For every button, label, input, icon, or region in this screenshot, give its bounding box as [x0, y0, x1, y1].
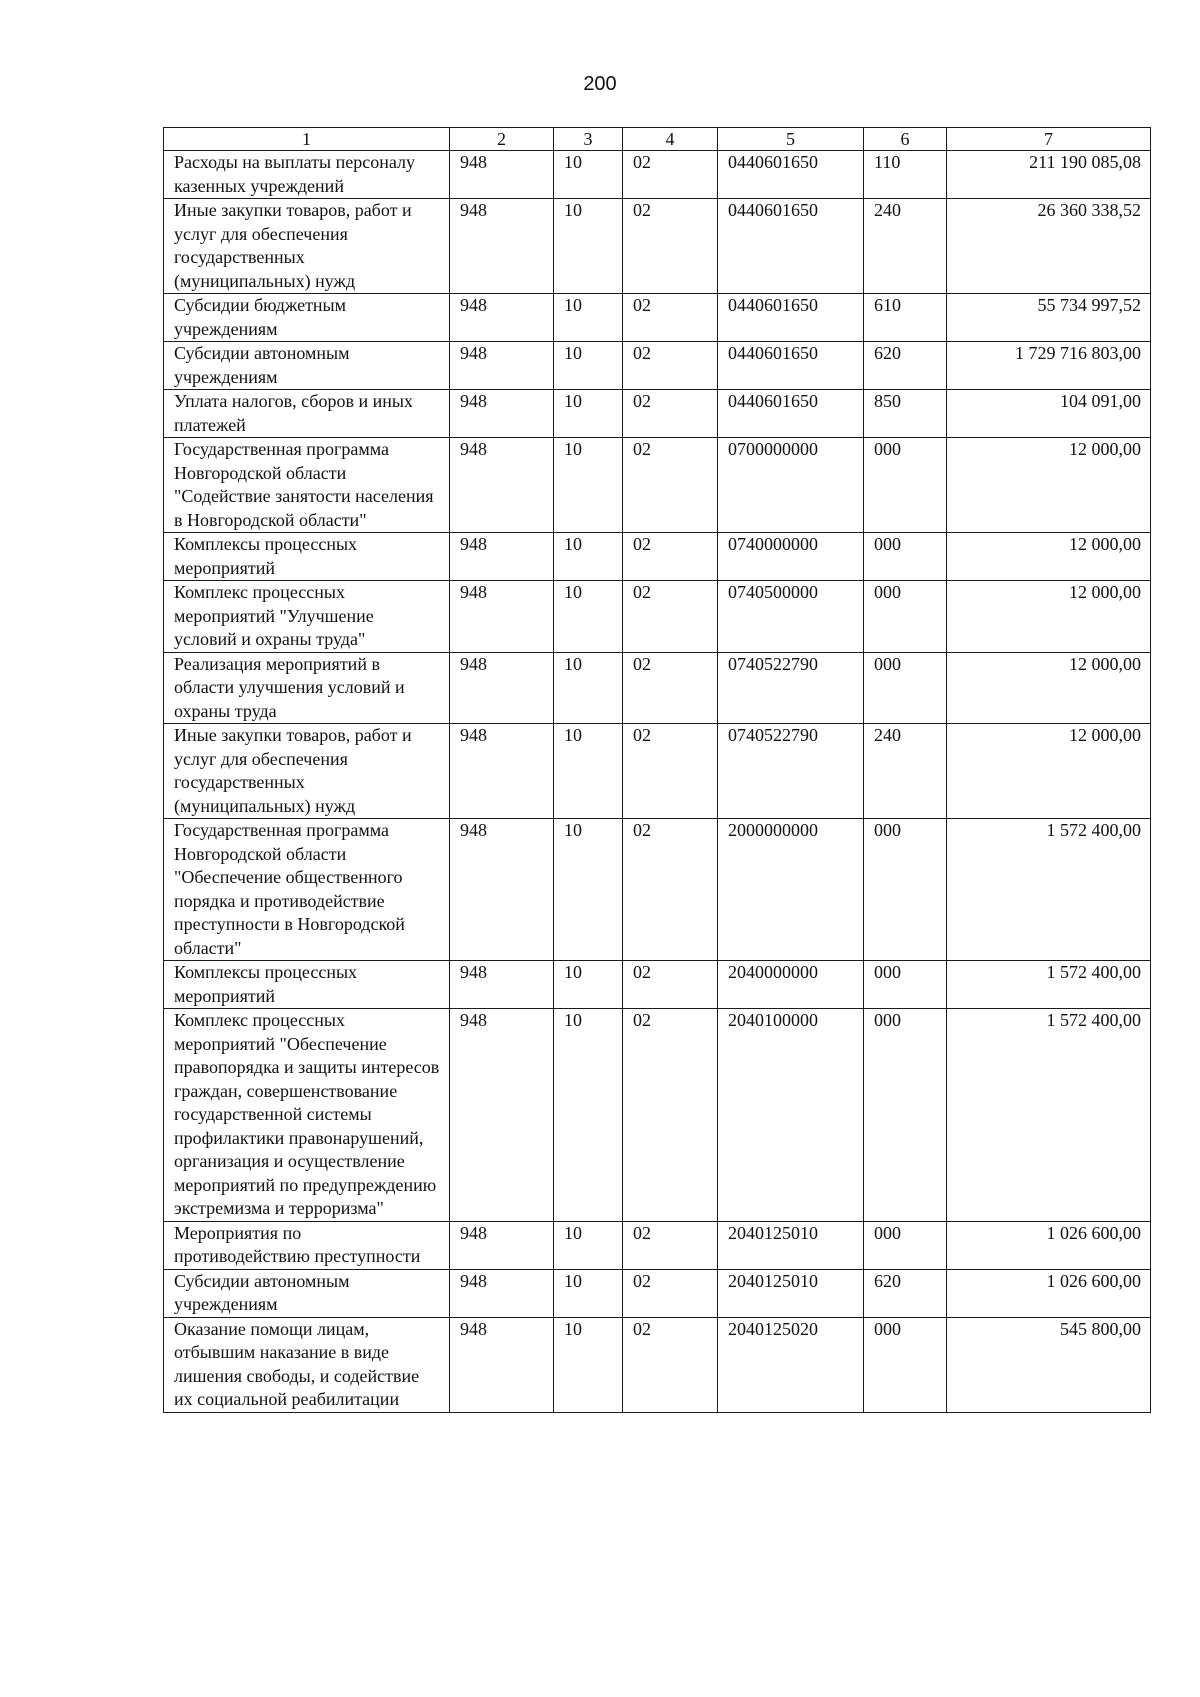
row-subsection-cell: 02	[623, 533, 718, 581]
table-row	[164, 581, 1151, 653]
row-amount-cell: 1 572 400,00	[947, 819, 1151, 961]
row-target-article-cell: 2040125020	[718, 1317, 864, 1412]
budget-table	[163, 127, 1151, 1413]
row-amount-cell: 1 026 600,00	[947, 1221, 1151, 1269]
row-code-cell: 948	[450, 1009, 554, 1222]
row-section-cell: 10	[554, 1317, 623, 1412]
row-name-cell: Субсидии автономным учреждениям	[164, 342, 450, 390]
row-amount-cell: 211 190 085,08	[947, 151, 1151, 199]
row-name-cell: Комплекс процессных мероприятий "Улучшение условий и охраны труда"	[164, 581, 450, 653]
row-expense-type-cell: 000	[864, 652, 947, 724]
row-code-cell: 948	[450, 1317, 554, 1412]
row-code-cell: 948	[450, 151, 554, 199]
column-header: 3	[554, 128, 623, 151]
row-subsection-cell: 02	[623, 1221, 718, 1269]
row-code-cell: 948	[450, 342, 554, 390]
row-name-cell: Комплексы процессных мероприятий	[164, 533, 450, 581]
table-body	[164, 151, 1151, 1413]
row-expense-type-cell: 610	[864, 294, 947, 342]
row-target-article-cell: 0440601650	[718, 342, 864, 390]
row-section-cell: 10	[554, 438, 623, 533]
row-amount-cell: 12 000,00	[947, 724, 1151, 819]
row-expense-type-cell: 110	[864, 151, 947, 199]
row-code-cell: 948	[450, 1269, 554, 1317]
row-expense-type-cell: 000	[864, 819, 947, 961]
row-target-article-cell: 0440601650	[718, 151, 864, 199]
row-section-cell: 10	[554, 724, 623, 819]
table-row	[164, 438, 1151, 533]
row-code-cell: 948	[450, 1221, 554, 1269]
row-target-article-cell: 2000000000	[718, 819, 864, 961]
table-row	[164, 819, 1151, 961]
table-row	[164, 724, 1151, 819]
row-name-cell: Иные закупки товаров, работ и услуг для обеспечения государственных (муниципальных) нужд	[164, 724, 450, 819]
row-subsection-cell: 02	[623, 961, 718, 1009]
row-code-cell: 948	[450, 294, 554, 342]
row-expense-type-cell: 000	[864, 581, 947, 653]
row-section-cell: 10	[554, 1009, 623, 1222]
table-row	[164, 652, 1151, 724]
row-code-cell: 948	[450, 961, 554, 1009]
row-subsection-cell: 02	[623, 199, 718, 294]
row-target-article-cell: 0700000000	[718, 438, 864, 533]
row-amount-cell: 1 729 716 803,00	[947, 342, 1151, 390]
row-subsection-cell: 02	[623, 1009, 718, 1222]
row-expense-type-cell: 620	[864, 1269, 947, 1317]
row-name-cell: Субсидии бюджетным учреждениям	[164, 294, 450, 342]
table-row	[164, 294, 1151, 342]
row-section-cell: 10	[554, 1221, 623, 1269]
row-section-cell: 10	[554, 961, 623, 1009]
row-target-article-cell: 0440601650	[718, 294, 864, 342]
row-target-article-cell: 2040125010	[718, 1269, 864, 1317]
row-expense-type-cell: 000	[864, 961, 947, 1009]
row-target-article-cell: 2040100000	[718, 1009, 864, 1222]
row-subsection-cell: 02	[623, 1317, 718, 1412]
row-section-cell: 10	[554, 294, 623, 342]
row-amount-cell: 55 734 997,52	[947, 294, 1151, 342]
row-subsection-cell: 02	[623, 294, 718, 342]
row-expense-type-cell: 000	[864, 533, 947, 581]
row-subsection-cell: 02	[623, 438, 718, 533]
row-code-cell: 948	[450, 819, 554, 961]
row-expense-type-cell: 240	[864, 199, 947, 294]
row-target-article-cell: 0740522790	[718, 724, 864, 819]
row-subsection-cell: 02	[623, 819, 718, 961]
row-name-cell: Государственная программа Новгородской области "Обеспечение общественного порядка и противодействие преступности в Новгородской области"	[164, 819, 450, 961]
row-target-article-cell: 2040125010	[718, 1221, 864, 1269]
row-name-cell: Реализация мероприятий в области улучшения условий и охраны труда	[164, 652, 450, 724]
row-expense-type-cell: 240	[864, 724, 947, 819]
table-row	[164, 390, 1151, 438]
row-code-cell: 948	[450, 581, 554, 653]
row-expense-type-cell: 000	[864, 1221, 947, 1269]
row-code-cell: 948	[450, 438, 554, 533]
row-code-cell: 948	[450, 533, 554, 581]
row-name-cell: Государственная программа Новгородской области "Содействие занятости населения в Новгородской области"	[164, 438, 450, 533]
row-section-cell: 10	[554, 342, 623, 390]
row-amount-cell: 545 800,00	[947, 1317, 1151, 1412]
row-expense-type-cell: 850	[864, 390, 947, 438]
row-code-cell: 948	[450, 390, 554, 438]
row-subsection-cell: 02	[623, 724, 718, 819]
row-name-cell: Оказание помощи лицам, отбывшим наказание в виде лишения свободы, и содействие их социальной реабилитации	[164, 1317, 450, 1412]
row-expense-type-cell: 620	[864, 342, 947, 390]
row-name-cell: Комплекс процессных мероприятий "Обеспечение правопорядка и защиты интересов граждан, совершенствование государственной системы профилактики правонарушений, организация и осуществление мероприятий по предупреждению экстремизма и терроризма"	[164, 1009, 450, 1222]
page-number: 200	[583, 73, 617, 95]
table-row	[164, 151, 1151, 199]
column-header: 2	[450, 128, 554, 151]
row-code-cell: 948	[450, 652, 554, 724]
row-section-cell: 10	[554, 151, 623, 199]
row-name-cell: Мероприятия по противодействию преступности	[164, 1221, 450, 1269]
header-row	[164, 128, 1151, 151]
row-name-cell: Комплексы процессных мероприятий	[164, 961, 450, 1009]
row-target-article-cell: 0740000000	[718, 533, 864, 581]
table-row	[164, 961, 1151, 1009]
row-expense-type-cell: 000	[864, 1009, 947, 1222]
row-subsection-cell: 02	[623, 581, 718, 653]
row-section-cell: 10	[554, 199, 623, 294]
row-amount-cell: 12 000,00	[947, 438, 1151, 533]
table-row	[164, 533, 1151, 581]
row-amount-cell: 104 091,00	[947, 390, 1151, 438]
row-section-cell: 10	[554, 581, 623, 653]
row-subsection-cell: 02	[623, 151, 718, 199]
row-name-cell: Субсидии автономным учреждениям	[164, 1269, 450, 1317]
column-header: 4	[623, 128, 718, 151]
row-section-cell: 10	[554, 819, 623, 961]
table-row	[164, 1009, 1151, 1222]
table-row	[164, 199, 1151, 294]
row-amount-cell: 26 360 338,52	[947, 199, 1151, 294]
table-row	[164, 1221, 1151, 1269]
row-amount-cell: 12 000,00	[947, 581, 1151, 653]
row-expense-type-cell: 000	[864, 438, 947, 533]
row-amount-cell: 1 572 400,00	[947, 961, 1151, 1009]
row-subsection-cell: 02	[623, 342, 718, 390]
row-section-cell: 10	[554, 390, 623, 438]
row-expense-type-cell: 000	[864, 1317, 947, 1412]
table-row	[164, 1269, 1151, 1317]
column-header: 1	[164, 128, 450, 151]
row-section-cell: 10	[554, 533, 623, 581]
row-target-article-cell: 0740500000	[718, 581, 864, 653]
row-subsection-cell: 02	[623, 1269, 718, 1317]
row-amount-cell: 12 000,00	[947, 533, 1151, 581]
row-target-article-cell: 2040000000	[718, 961, 864, 1009]
row-amount-cell: 1 572 400,00	[947, 1009, 1151, 1222]
column-header: 6	[864, 128, 947, 151]
table-row	[164, 342, 1151, 390]
row-code-cell: 948	[450, 199, 554, 294]
row-code-cell: 948	[450, 724, 554, 819]
row-section-cell: 10	[554, 652, 623, 724]
row-subsection-cell: 02	[623, 652, 718, 724]
row-amount-cell: 12 000,00	[947, 652, 1151, 724]
table-row	[164, 1317, 1151, 1412]
column-header: 7	[947, 128, 1151, 151]
row-target-article-cell: 0440601650	[718, 199, 864, 294]
row-section-cell: 10	[554, 1269, 623, 1317]
row-name-cell: Расходы на выплаты персоналу казенных учреждений	[164, 151, 450, 199]
row-target-article-cell: 0740522790	[718, 652, 864, 724]
row-subsection-cell: 02	[623, 390, 718, 438]
column-header: 5	[718, 128, 864, 151]
row-target-article-cell: 0440601650	[718, 390, 864, 438]
row-name-cell: Уплата налогов, сборов и иных платежей	[164, 390, 450, 438]
row-amount-cell: 1 026 600,00	[947, 1269, 1151, 1317]
row-name-cell: Иные закупки товаров, работ и услуг для обеспечения государственных (муниципальных) нужд	[164, 199, 450, 294]
